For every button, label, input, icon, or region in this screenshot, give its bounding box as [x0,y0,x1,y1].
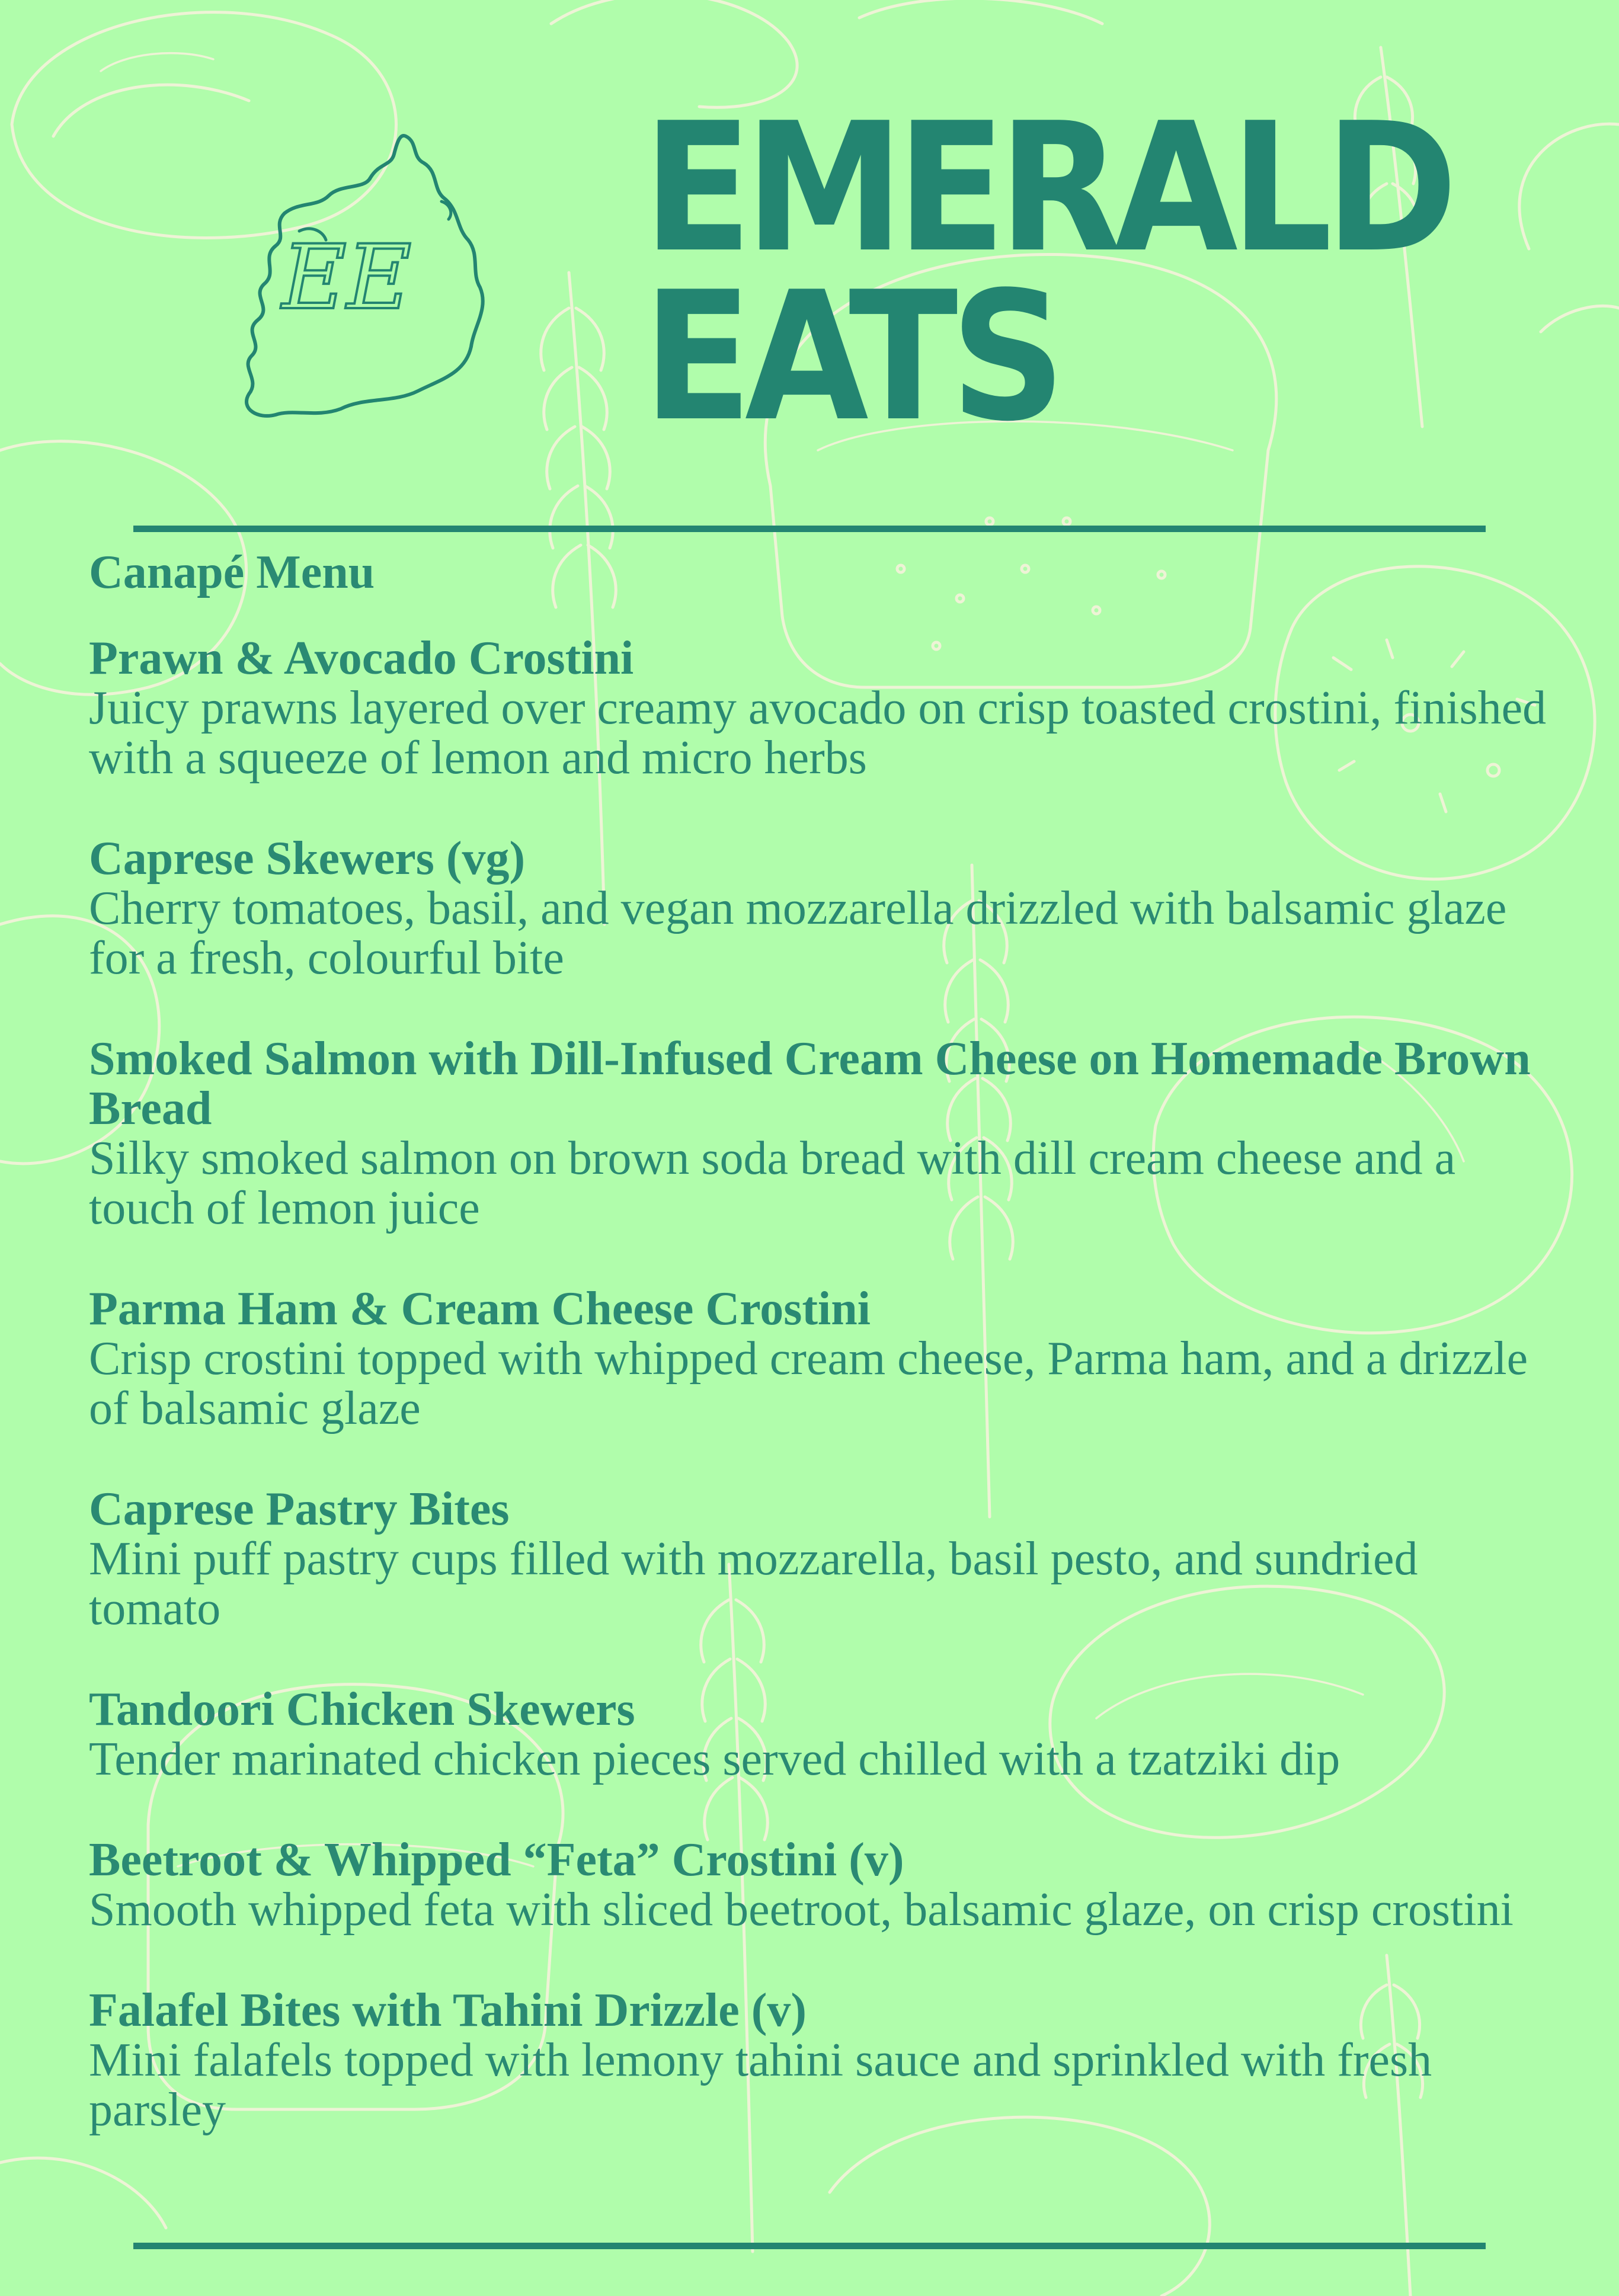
menu-item-name: Prawn & Avocado Crostini [89,632,634,684]
menu-item [89,1284,1547,1433]
menu-item-name: Falafel Bites with Tahini Drizzle (v) [89,1984,807,2036]
menu-item [89,834,1547,983]
menu-item-name: Tandoori Chicken Skewers [89,1683,635,1735]
top-divider [133,526,1486,532]
menu-item-description: Mini falafels topped with lemony tahini sauce and sprinkled with fresh parsley [89,2034,1432,2136]
menu-item [89,633,1547,783]
bottom-divider [133,2243,1486,2249]
brand-title [643,85,1451,460]
ireland-map-logo-icon [228,130,489,421]
logo-monogram: EE [281,226,412,329]
menu-item [89,1034,1547,1233]
brand-title-line-2: EATS [643,254,1058,460]
menu-item-description: Tender marinated chicken pieces served chilled with a tzatziki dip [89,1733,1340,1785]
canape-menu [89,539,1547,2186]
menu-item-name: Caprese Pastry Bites [89,1483,510,1535]
menu-item-name: Smoked Salmon with Dill-Infused Cream Cheese on Homemade Brown Bread [89,1033,1531,1135]
menu-item-description: Cherry tomatoes, basil, and vegan mozzarella drizzled with balsamic glaze for a fresh, colourful bite [89,882,1507,984]
menu-item-name: Caprese Skewers (vg) [89,832,526,885]
menu-item [89,1685,1547,1784]
menu-item-name: Beetroot & Whipped “Feta” Crostini (v) [89,1834,904,1886]
menu-item [89,1986,1547,2135]
menu-item [89,1484,1547,1634]
menu-item-description: Smooth whipped feta with sliced beetroot, balsamic glaze, on crisp crostini [89,1884,1514,1936]
menu-item-description: Mini puff pastry cups filled with mozzarella, basil pesto, and sundried tomato [89,1533,1418,1635]
menu-item [89,1835,1547,1935]
menu-item-description: Juicy prawns layered over creamy avocado on crisp toasted crostini, finished with a squeeze of lemon and micro herbs [89,682,1547,784]
menu-item-name: Parma Ham & Cream Cheese Crostini [89,1283,871,1335]
menu-item-description: Crisp crostini topped with whipped cream cheese, Parma ham, and a drizzle of balsamic glaze [89,1333,1528,1434]
menu-item-description: Silky smoked salmon on brown soda bread with dill cream cheese and a touch of lemon juice [89,1132,1456,1234]
brand-title-line-1: EMERALD [643,85,1451,292]
menu-heading: Canapé Menu [89,546,375,598]
